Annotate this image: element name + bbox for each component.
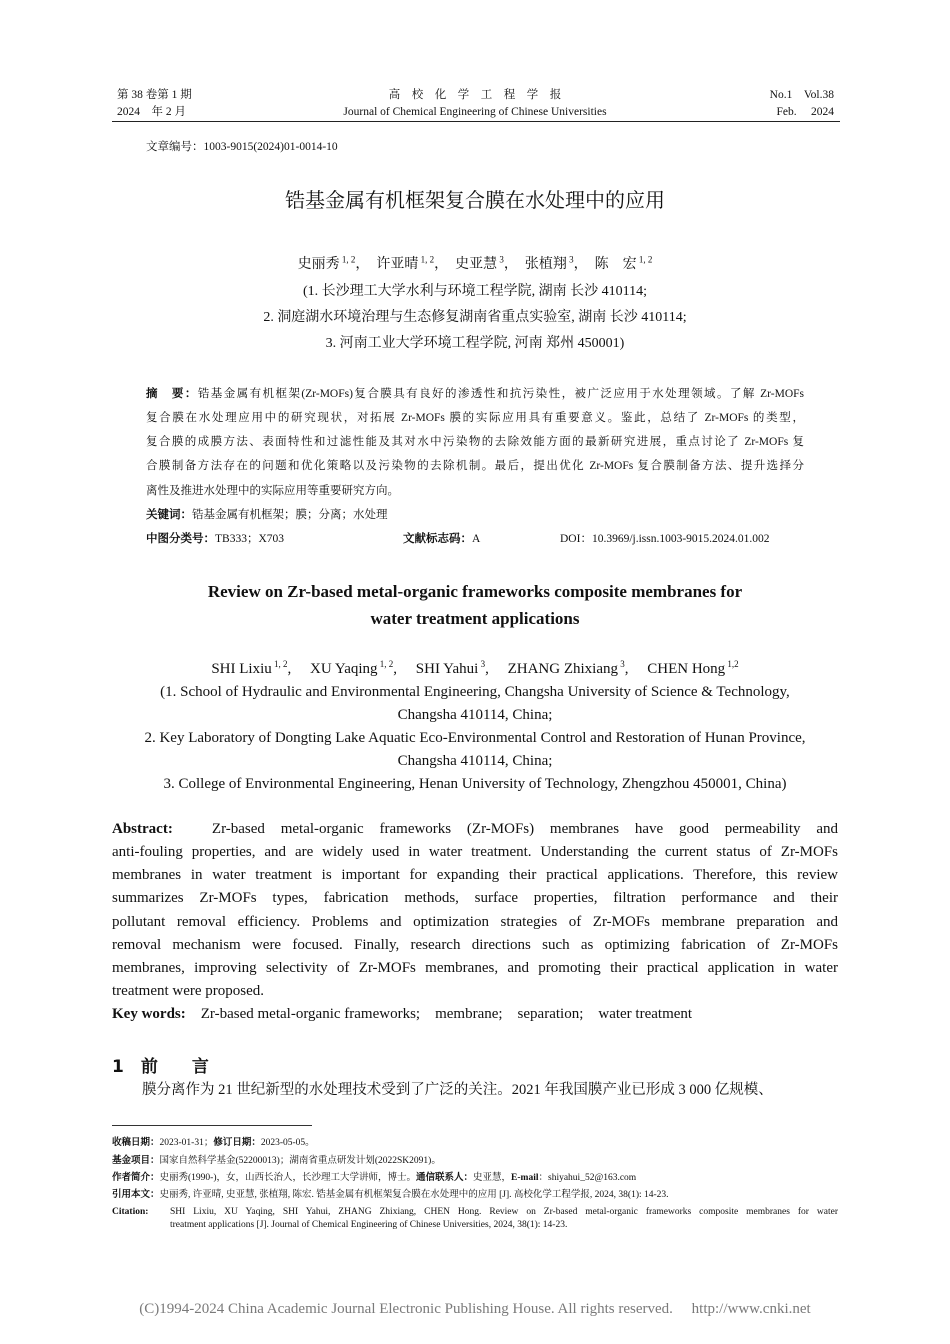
keywords-zh [146,507,804,523]
doc-code: A [472,533,481,545]
issue-date: 2024 年 2 月 [117,106,186,118]
abstract-line: membranes, improving selectivity of Zr-MOFs membranes, and promoting their practical application in water [112,960,838,976]
value: 史丽秀, 许亚晴, 史亚慧, 张植翔, 陈宏. 锆基金属有机框架复合膜在水处理中的应用 [J]. 高校化学工程学报, 2024, 38(1): 14-23. [159,1190,669,1200]
title-en [0,578,950,632]
value: 国家自然科学基金(52200013)；湖南省重点研发计划(2022SK2091)。 [159,1156,441,1166]
copyright: (C)1994-2024 China Academic Journal Electronic Publishing House. All rights reserved. http://www.cnki.net [139,1301,811,1317]
keywords-en [112,1005,838,1023]
authors-zh: 史丽秀 $^{1, 2}$， 许亚晴 $^{1, 2}$， 史亚慧 $^3$， 张植翔 $^3$， 陈 宏 $^{1, 2}$ [297,254,653,272]
volume-en: No.1 Vol.38 [769,89,834,101]
label: E-mail [511,1173,539,1183]
value: 2023-01-31； [159,1138,214,1148]
keywords-label: 关键词： [146,509,192,521]
abstract-label: Abstract: [112,821,173,837]
section-title: 前 言 [140,1057,209,1077]
abstract-line: 合膜制备方法存在的问题和优化策略以及污染物的去除机制。最后，提出优化 Zr-MOFs 复合膜制备方法、提升选择分 [146,460,804,472]
doc-code-label: 文献标志码： [403,533,472,545]
affiliation: Changsha 410114, China; [397,707,553,723]
author: 许亚晴 $^{1, 2}$ [376,254,435,272]
author-affiliation-mark: 3 [478,659,486,669]
author: 史亚慧 $^3$ [455,254,504,272]
abstract-line: 离性及推进水处理中的实际应用等重要研究方向。 [146,485,399,497]
abstract-line: summarizes Zr-MOFs types, fabrication methods, surface properties, filtration performance and their [112,890,838,906]
affiliation: (1. School of Hydraulic and Environmental Engineering, Changsha University of Science & Technology, [160,684,790,700]
value: treatment applications [J]. Journal of Chemical Engineering of Chinese Universities, 2024, 38(1): 14-23. [170,1220,568,1230]
affiliations-zh [0,279,950,357]
footnote-rule [112,1125,312,1126]
class-label: 中图分类号： [146,533,215,545]
abstract-line: treatment were proposed. [112,983,265,999]
abstract-line: pollutant removal efficiency. Problems and optimization strategies of Zr-MOFs membrane preparation and [112,914,838,930]
section-number: 1 [112,1057,124,1077]
keywords-label: Key words: [112,1006,186,1022]
abstract-line: membranes in water treatment is important for expanding their practical applications. Therefore, this review [112,867,838,883]
author: XU Yaqing $^{1, 2}$ [310,659,394,677]
class-text: TB333；X703 [215,533,284,545]
author-affiliation-mark: 1,2 [725,659,739,669]
abstract-label: 摘 要： [146,388,198,400]
author: 陈 宏 $^{1, 2}$ [594,254,653,272]
date-en: Feb. 2024 [776,106,834,118]
label: 通信联系人： [416,1173,474,1183]
footnote-author [112,1172,636,1185]
affiliation: (1. 长沙理工大学水利与环境工程学院, 湖南 长沙 410114; [302,284,648,299]
abstract-line: Zr-based metal-organic frameworks (Zr-MOFs) membranes have good permeability and [211,821,838,837]
value: 史亚慧， [473,1173,512,1183]
footnote-cite-zh [112,1189,669,1202]
footnote-received [112,1137,315,1150]
body-paragraph: 膜分离作为 21 世纪新型的水处理技术受到了广泛的关注。2021 年我国膜产业已形成 3 000 亿规模、 [142,1082,773,1098]
title-en-line: Review on Zr-based metal-organic frameworks composite membranes for [207,582,743,601]
author: SHI Yahui $^3$ [415,659,486,677]
author: 史丽秀 $^{1, 2}$ [297,254,356,272]
keywords-text: Zr-based metal-organic frameworks; membrane; separation; water treatment [200,1006,693,1022]
affiliation: Changsha 410114, China; [397,753,553,769]
label: 作者简介： [112,1173,160,1183]
author-affiliation-mark: 3 [566,254,574,265]
author-affiliation-mark: 3 [617,659,625,669]
journal-name-en: Journal of Chemical Engineering of Chinese Universities [343,106,607,118]
footnote-cite-en [112,1206,838,1232]
value: 2023-05-05。 [260,1138,315,1148]
author-affiliation-mark: 1, 2 [636,254,653,265]
author: SHI Lixiu $^{1, 2}$ [211,659,288,677]
article-number: 文章编号：1003-9015(2024)01-0014-10 [146,141,338,153]
volume-issue: 第 38 卷第 1 期 [117,89,192,101]
email: ：shiyahui_52@163.com [538,1173,637,1183]
author-affiliation-mark: 1, 2 [339,254,356,265]
affiliation: 3. College of Environmental Engineering, Henan University of Technology, Zhengzhou 450001, China) [163,776,787,792]
header-rule [112,121,840,122]
abstract-line: 锆基金属有机框架(Zr-MOFs)复合膜具有良好的渗透性和抗污染性，被广泛应用于水处理领域。了解 Zr-MOFs [197,388,805,400]
author-affiliation-mark: 3 [497,254,504,265]
title-zh: 锆基金属有机框架复合膜在水处理中的应用 [285,188,665,212]
issue-info-en [770,87,834,121]
affiliation: 2. 洞庭湖水环境治理与生态修复湖南省重点实验室, 湖南 长沙 410114; [263,310,687,325]
label: 引用本文： [112,1190,160,1200]
affiliation: 3. 河南工业大学环境工程学院, 河南 郑州 450001) [325,336,625,351]
author: ZHANG Zhixiang $^3$ [507,659,625,677]
affiliation: 2. Key Laboratory of Dongting Lake Aquatic Eco-Environmental Control and Restoration of Hunan Province, [144,730,806,746]
abstract-line: removal mechanism were focused. Finally, research directions such as optimizing fabrication of Zr-MOFs [112,937,838,953]
value: SHI Lixiu, XU Yaqing, SHI Yahui, ZHANG Zhixiang, CHEN Hong. Review on Zr-based metal-organic frameworks composite membranes for water [170,1207,838,1217]
label: 基金项目： [112,1156,160,1166]
author-affiliation-mark: 1, 2 [377,659,394,669]
value: 史丽秀(1990-)，女，山西长治人，长沙理工大学讲师，博士。 [159,1173,417,1183]
abstract-line: 复合膜的成膜方法、表面特性和过滤性能及其对水中污染物的去除效能方面的最新研究进展，重点讨论了 Zr-MOFs 复 [146,436,804,448]
abstract-line: 复合膜在水处理应用中的研究现状，对拓展 Zr-MOFs 膜的实际应用具有重要意义。鉴此，总结了 Zr-MOFs 的类型， [146,412,804,424]
doi: DOI：10.3969/j.issn.1003-9015.2024.01.002 [560,533,770,545]
author: CHEN Hong $^{1,2}$ [647,659,739,677]
author-affiliation-mark: 1, 2 [271,659,288,669]
authors-en: SHI Lixiu $^{1, 2}$, XU Yaqing $^{1, 2}$, SHI Yahui $^3$, ZHANG Zhixiang $^3$, CHEN Hong $^{1,2}$ [211,659,739,677]
label: 修订日期： [213,1138,261,1148]
author-affiliation-mark: 1, 2 [418,254,435,265]
footnote-fund [112,1155,441,1168]
label: Citation: [112,1207,149,1217]
keywords-text: 锆基金属有机框架；膜；分离；水处理 [192,509,388,521]
affiliations-en [0,681,950,796]
journal-name-zh: 高 校 化 学 工 程 学 报 [388,89,562,101]
label: 收稿日期： [112,1138,160,1148]
author: 张植翔 $^3$ [524,254,574,272]
title-en-line: water treatment applications [370,609,580,628]
classification [146,531,804,547]
section-heading [112,1052,209,1077]
abstract-line: anti-fouling properties, and are widely used in water treatment. Understanding the current status of Zr-MOFs [112,844,838,860]
